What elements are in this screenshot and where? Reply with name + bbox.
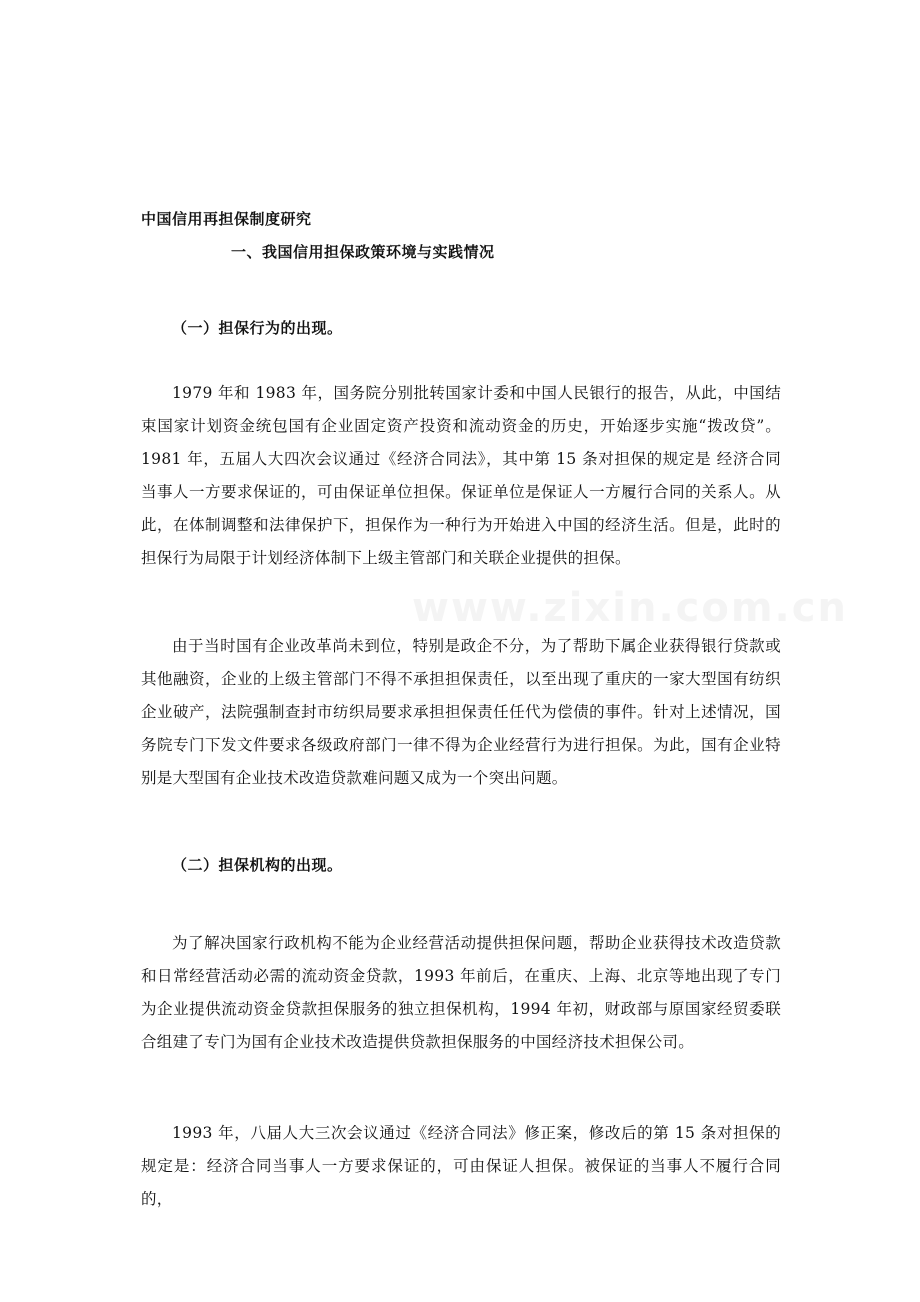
watermark: www.zixin.com.cn <box>412 585 848 631</box>
subheading-2: （二）担保机构的出现。 <box>172 856 343 874</box>
paragraph-4: 1993 年，八届人大三次会议通过《经济合同法》修正案，修改后的第 15 条对担保的规定是：经济合同当事人一方要求保证的，可由保证人担保。被保证的当事人不履行合同的， <box>141 1124 781 1208</box>
section-heading: 一、我国信用担保政策环境与实践情况 <box>231 243 495 261</box>
paragraph-2: 由于当时国有企业改革尚未到位，特别是政企不分，为了帮助下属企业获得银行贷款或其他融资，企业的上级主管部门不得不承担担保责任，以至出现了重庆的一家大型国有纺织企业破产，法院强制查封市纺织局要求承担担保责任任代为偿债的事件。针对上述情况，国务院专门下发文件要求各级政府部门一律不得为企业经营行为进行担保。为此，国有企业特别是大型国有企业技术改造贷款难问题又成为一个突出问题。 <box>141 637 781 787</box>
paragraph-1: 1979 年和 1983 年，国务院分别批转国家计委和中国人民银行的报告，从此，中国结束国家计划资金统包国有企业固定资产投资和流动资金的历史，开始逐步实施“拨改贷”。1981 年，五届人大四次会议通过《经济合同法》，其中第 15 条对担保的规定是 经济合同当事人一方要求保证的，可由保证单位担保。保证单位是保证人一方履行合同的关系人。从此，在体制调整和法律保护下，担保作为一种行为开始进入中国的经济生活。但是，此时的担保行为局限于计划经济体制下上级主管部门和关联企业提供的担保。 <box>141 384 781 567</box>
paragraph-3: 为了解决国家行政机构不能为企业经营活动提供担保问题，帮助企业获得技术改造贷款和日常经营活动必需的流动资金贷款，1993 年前后，在重庆、上海、北京等地出现了专门为企业提供流动资金贷款担保服务的独立担保机构，1994 年初，财政部与原国家经贸委联合组建了专门为国有企业技术改造提供贷款担保服务的中国经济技术担保公司。 <box>141 934 781 1051</box>
subheading-1: （一）担保行为的出现。 <box>172 319 343 337</box>
document-title: 中国信用再担保制度研究 <box>141 210 312 228</box>
